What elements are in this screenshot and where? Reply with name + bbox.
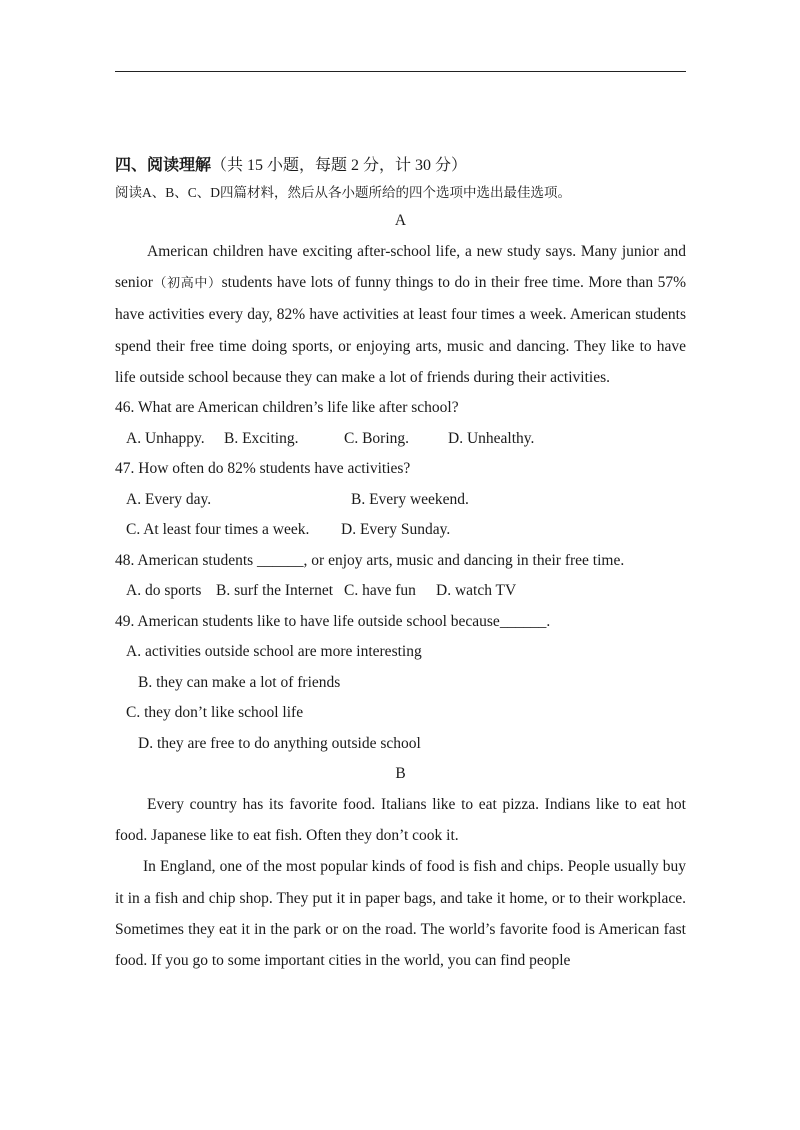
option-49-d: D. they are free to do anything outside school	[138, 734, 421, 752]
option-48-a: A. do sports	[126, 582, 202, 600]
option-48-c: C. have fun	[344, 582, 416, 600]
option-48-d: D. watch TV	[436, 582, 517, 600]
option-48-b: B. surf the Internet	[216, 582, 334, 600]
passage-a-text-1: American children have exciting after-school life, a new study says. Many junior and senior	[115, 243, 686, 292]
option-49-a: A. activities outside school are more interesting	[126, 643, 422, 661]
passage-a-cjk-note: （初高中）	[152, 276, 222, 292]
question-48: 48. American students ______, or enjoy arts, music and dancing in their free time.	[115, 551, 625, 569]
option-46-d: D. Unhealthy.	[448, 429, 535, 447]
question-46: 46. What are American children’s life like after school?	[115, 399, 459, 417]
question-47-options-row1	[115, 485, 686, 516]
option-47-a: A. Every day.	[126, 490, 212, 508]
question-48-options	[115, 576, 686, 607]
question-46-options	[115, 424, 686, 455]
passage-b-letter: B	[395, 765, 406, 783]
option-47-b: B. Every weekend.	[351, 490, 469, 508]
option-46-b: B. Exciting.	[224, 429, 299, 447]
section-title	[115, 152, 686, 180]
option-46-c: C. Boring.	[344, 429, 410, 447]
question-49: 49. American students like to have life outside school because______.	[115, 612, 551, 630]
document-body	[115, 152, 686, 976]
passage-b-paragraph-2: In England, one of the most popular kinds of food is fish and chips. People usually buy it in a fish and chip shop. They put it in paper bags, and take it home, or to their workplace. Sometimes they eat it in the park or on the road. The world’s favorite food is American fast food. If you go to some important cities in the world, you can find people	[115, 858, 686, 970]
option-47-c: C. At least four times a week.	[126, 521, 310, 539]
passage-a-letter: A	[394, 212, 407, 229]
header-rule	[115, 71, 686, 72]
question-47-options-row2	[115, 515, 686, 546]
section-title-detail: （共 15 小题，每题 2 分，计 30 分）	[211, 157, 468, 174]
question-47: 47. How often do 82% students have activities?	[115, 460, 411, 478]
passage-b-paragraph-1: Every country has its favorite food. Italians like to eat pizza. Indians like to eat hot food. Japanese like to eat fish. Often they don’t cook it.	[115, 796, 686, 845]
section-instruction: 阅读A、B、C、D四篇材料，然后从各小题所给的四个选项中选出最佳选项。	[115, 185, 572, 200]
option-49-c: C. they don’t like school life	[126, 704, 304, 722]
option-47-d: D. Every Sunday.	[341, 521, 451, 539]
passage-a-paragraph	[115, 236, 686, 393]
option-49-b: B. they can make a lot of friends	[138, 673, 341, 691]
passage-a-text-2: students have lots of funny things to do in their free time. More than 57% have activities every day, 82% have activities at least four times a week. American students spend their free time doing sports, or enjoying arts, music and dancing. They like to have life outside school because they can make a lot of friends during their activities.	[115, 274, 686, 386]
option-46-a: A. Unhappy.	[126, 429, 205, 447]
section-title-main: 四、阅读理解	[115, 157, 212, 174]
